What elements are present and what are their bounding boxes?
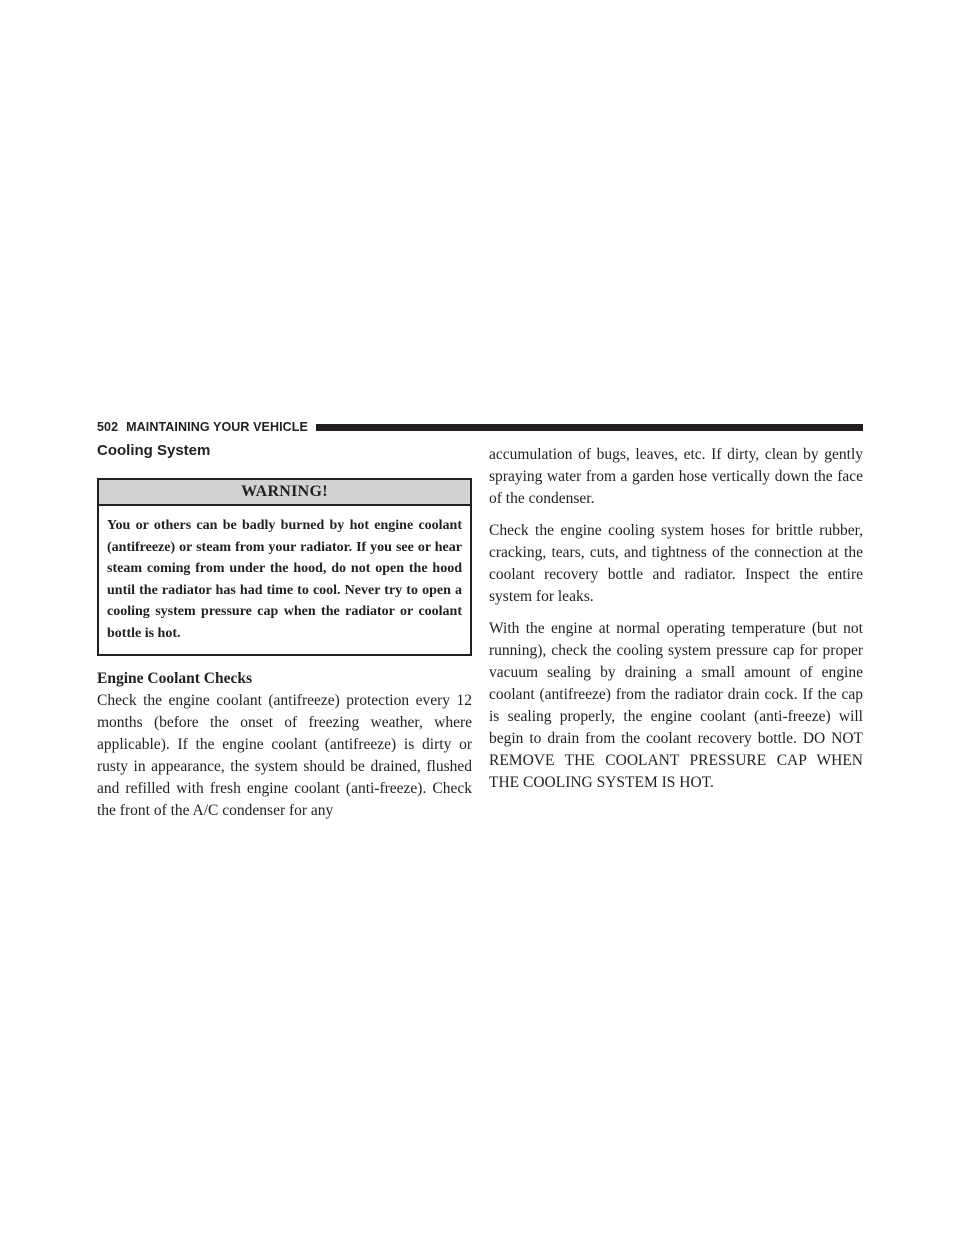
- header-rule: [316, 424, 863, 431]
- right-column: [489, 444, 863, 804]
- paragraph-pressure-cap: With the engine at normal operating temperature (but not running), check the cooling system pressure cap for proper vacuum sealing by draining a small amount of engine coolant (antifreeze) from the radiator drain cock. If the cap is sealing properly, the engine coolant (anti-freeze) will begin to drain from the coolant recovery bottle. DO NOT REMOVE THE COOLANT PRESSURE CAP WHEN THE COOLING SYSTEM IS HOT.: [489, 620, 863, 791]
- paragraph-condenser: accumulation of bugs, leaves, etc. If dirty, clean by gently spraying water from a garden hose vertically down the face of the condenser.: [489, 446, 863, 507]
- subheading-engine-coolant-checks: Engine Coolant Checks: [97, 670, 253, 687]
- warning-box: [97, 478, 472, 656]
- page-number: 502: [97, 420, 119, 434]
- page-header: [97, 419, 863, 435]
- page-heading: Cooling System: [97, 442, 211, 459]
- warning-title: WARNING!: [99, 480, 470, 506]
- paragraph-coolant-protection: Check the engine coolant (antifreeze) protection every 12 months (before the onset of freezing weather, where applicable). If the engine coolant (antifreeze) is dirty or rusty in appearance, the system should be drained, flushed and refilled with fresh engine coolant (anti-freeze). Check the front of the A/C condenser for any: [97, 692, 472, 819]
- left-column: [97, 442, 472, 822]
- paragraph-hoses: Check the engine cooling system hoses for brittle rubber, cracking, tears, cuts, and tightness of the connection at the coolant recovery bottle and radiator. Inspect the entire system for leaks.: [489, 522, 863, 605]
- section-title: MAINTAINING YOUR VEHICLE: [126, 420, 308, 434]
- warning-text: You or others can be badly burned by hot engine coolant (antifreeze) or steam from your radiator. If you see or hear steam coming from under the hood, do not open the hood until the radiator has had time to cool. Never try to open a cooling system pressure cap when the radiator or coolant bottle is hot.: [107, 518, 462, 641]
